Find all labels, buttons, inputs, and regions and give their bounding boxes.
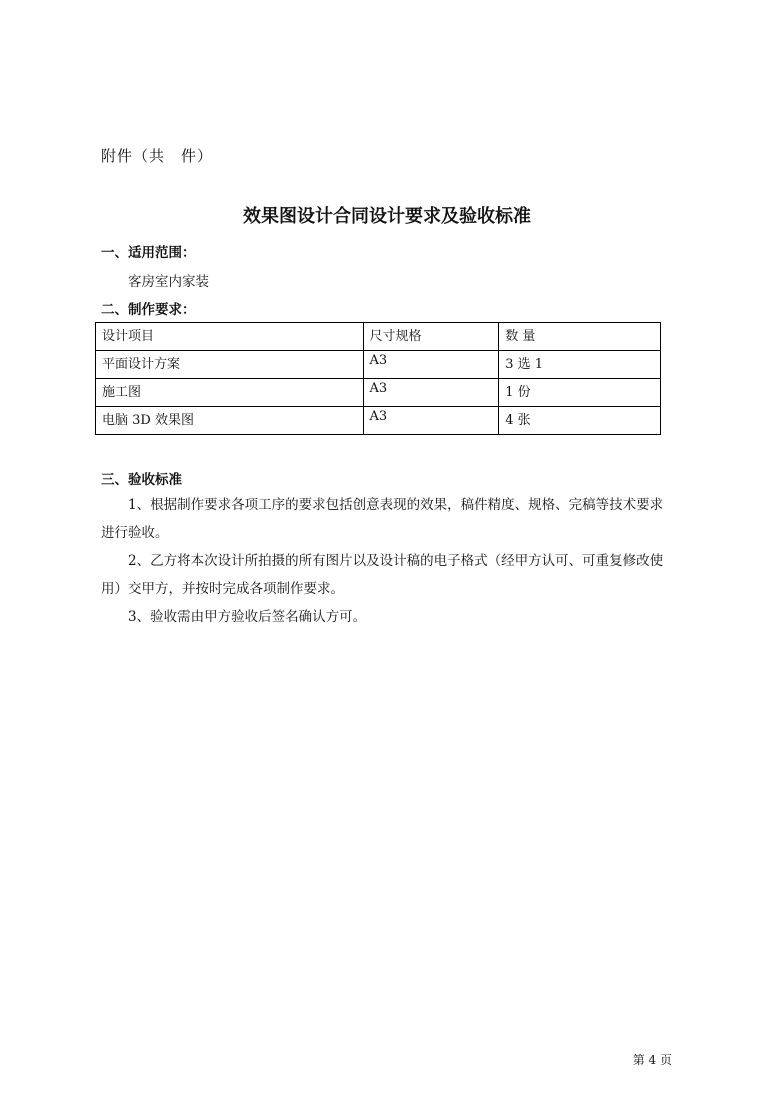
section-1-heading: 一、适用范围： [101, 245, 196, 261]
table-cell: 平面设计方案 [96, 351, 364, 379]
table-row [96, 407, 661, 435]
table-cell: A3 [363, 351, 499, 379]
table-cell: 施工图 [96, 379, 364, 407]
table-header-cell: 设计项目 [96, 323, 364, 351]
table-row [96, 351, 661, 379]
table-header-row [96, 323, 661, 351]
acceptance-item-text: 1、根据制作要求各项工序的要求包括创意表现的效果，稿件精度、规格、完稿等技术要求进行验收。 [101, 497, 664, 541]
section-1-content: 客房室内家装 [128, 274, 209, 290]
attachment-label: 附件（共 件） [101, 147, 214, 165]
document-title: 效果图设计合同设计要求及验收标准 [243, 206, 531, 227]
table-cell: A3 [363, 379, 499, 407]
table-cell: 3 选 1 [499, 351, 661, 379]
table-row [96, 379, 661, 407]
acceptance-item [101, 547, 676, 603]
acceptance-item-text: 2、乙方将本次设计所拍摄的所有图片以及设计稿的电子格式（经甲方认可、可重复修改使用）交甲方，并按时完成各项制作要求。 [101, 553, 664, 597]
section-2-heading: 二、制作要求： [101, 302, 196, 318]
acceptance-item-text: 3、验收需由甲方验收后签名确认方可。 [128, 609, 367, 625]
section-3-heading: 三、验收标准 [101, 472, 182, 488]
table-cell: 电脑 3D 效果图 [96, 407, 364, 435]
table-cell: 4 张 [499, 407, 661, 435]
table-header-cell: 数 量 [499, 323, 661, 351]
table-cell: 1 份 [499, 379, 661, 407]
requirements-table [95, 322, 661, 435]
table-cell: A3 [363, 407, 499, 435]
acceptance-item [101, 491, 676, 547]
page-number: 第 4 页 [632, 1053, 672, 1067]
acceptance-item [101, 603, 676, 631]
table-header-cell: 尺寸规格 [363, 323, 499, 351]
